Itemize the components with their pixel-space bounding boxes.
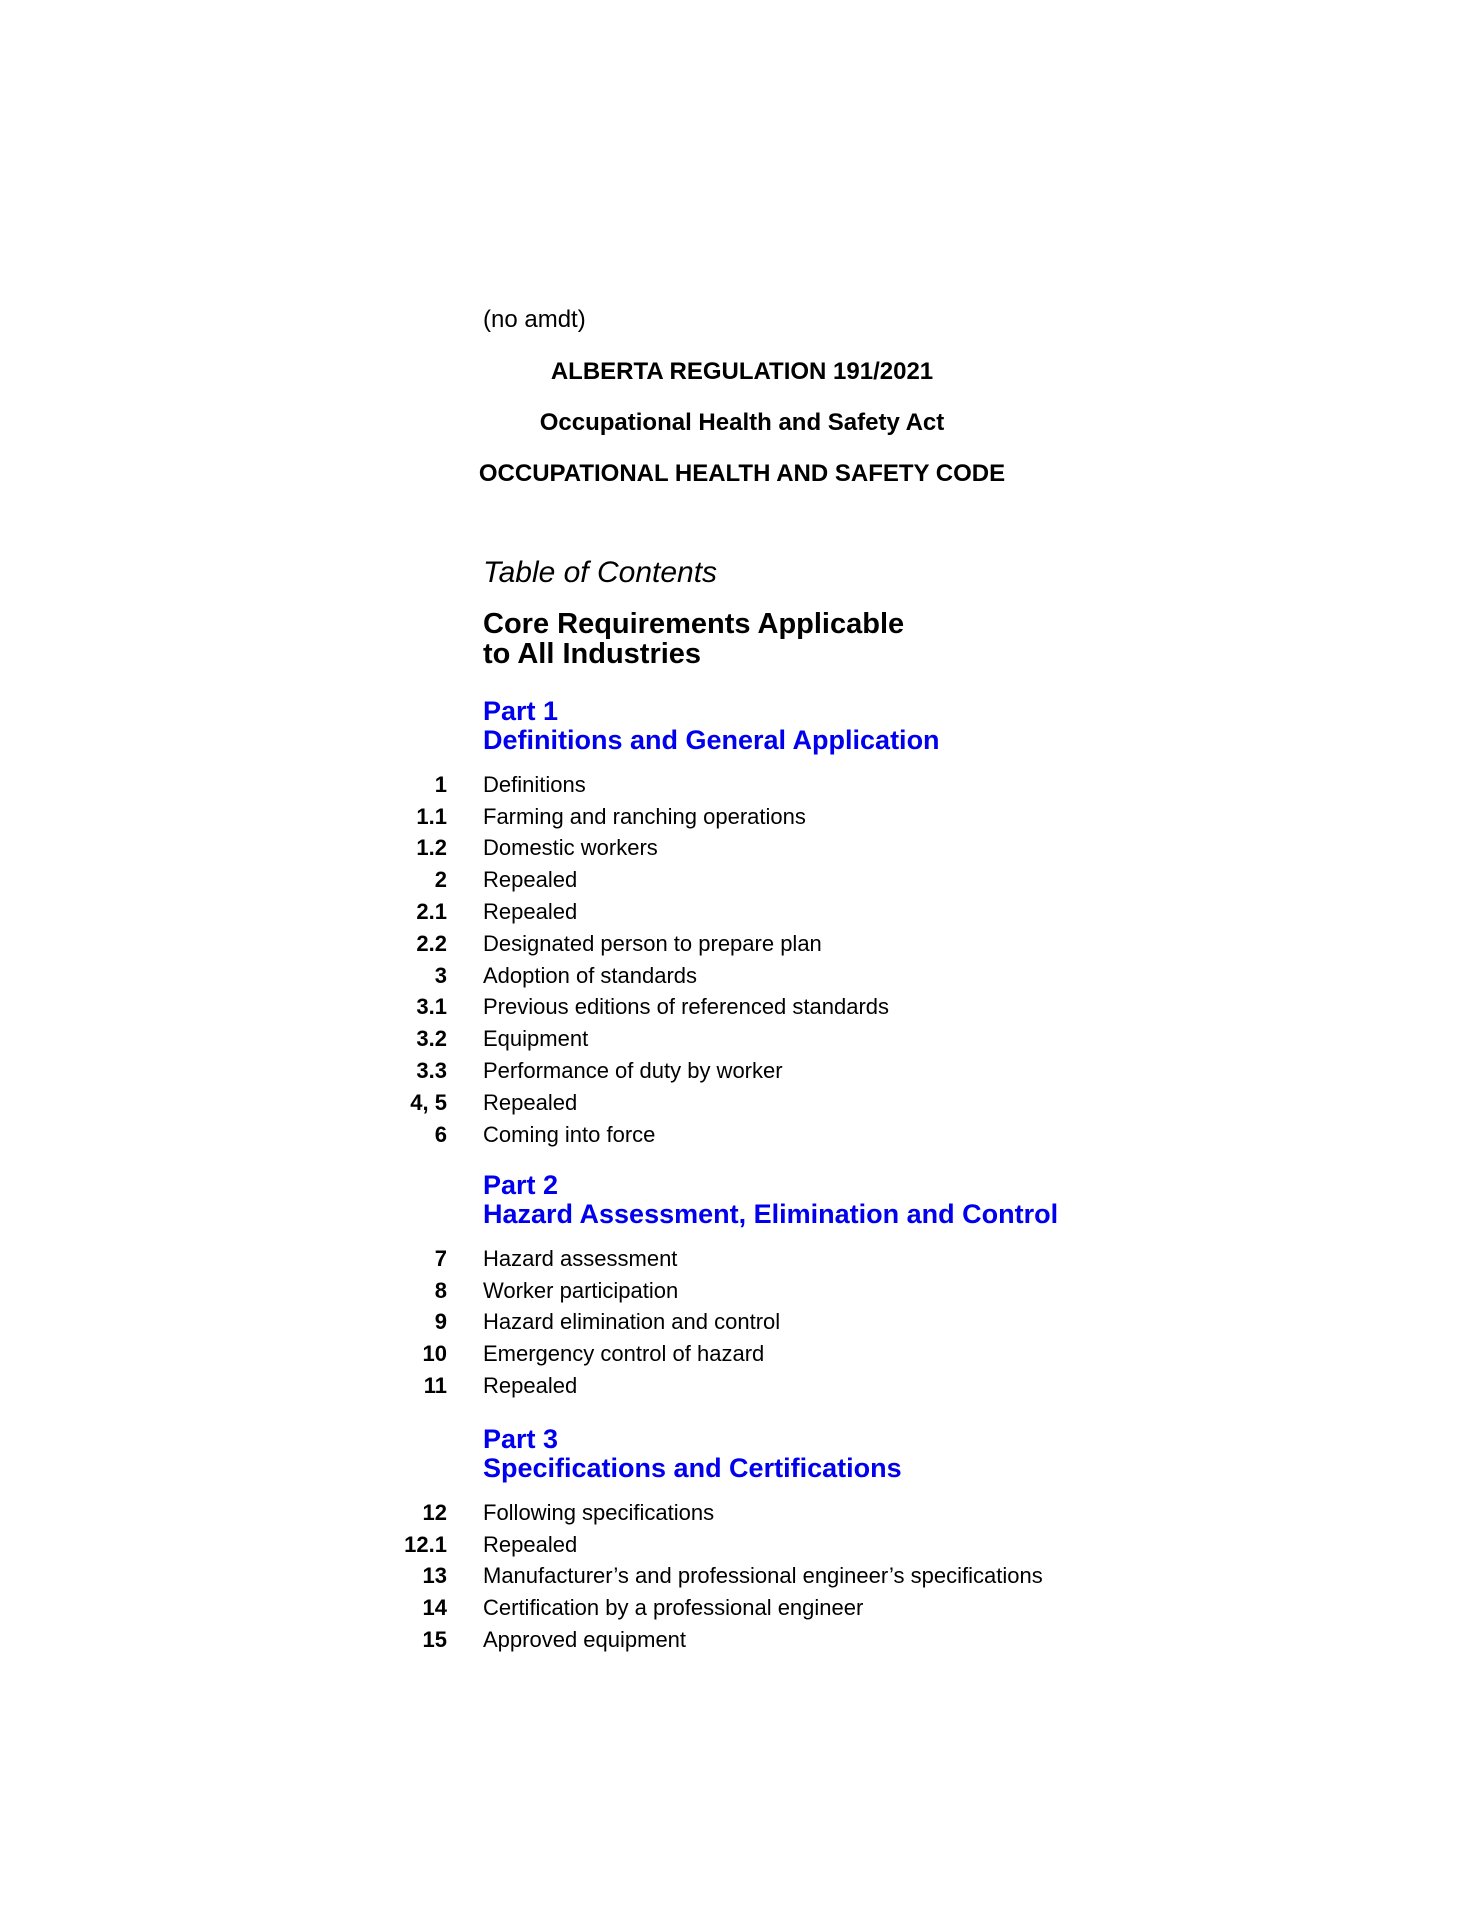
section-title: Following specifications (483, 1499, 715, 1525)
section-title: Performance of duty by worker (483, 1058, 783, 1084)
toc-part-1 (0, 697, 1484, 1151)
section-title: Repealed (483, 1531, 578, 1557)
section-title: Repealed (483, 867, 578, 893)
part-title[interactable]: Definitions and General Application (483, 725, 940, 755)
toc-row (0, 1119, 1484, 1151)
section-number: 1.2 (416, 835, 447, 861)
section-number: 14 (422, 1595, 447, 1621)
section-number: 9 (434, 1309, 447, 1335)
part-heading[interactable] (483, 1425, 1484, 1483)
section-number: 2.1 (416, 899, 447, 925)
section-number: 12 (422, 1499, 447, 1525)
toc-row (0, 1592, 1484, 1624)
section-number: 1 (434, 771, 447, 797)
division-title (483, 609, 1083, 669)
section-title: Worker participation (483, 1277, 679, 1303)
section-title: Definitions (483, 771, 586, 797)
section-number: 2.2 (416, 930, 447, 956)
section-number: 1.1 (416, 803, 447, 829)
part-label[interactable]: Part 3 (483, 1424, 559, 1454)
part-heading[interactable] (483, 1171, 1484, 1229)
toc-row (0, 1561, 1484, 1593)
section-title: Manufacturer’s and professional engineer’s specifications (483, 1563, 1043, 1589)
toc-row (0, 833, 1484, 865)
section-number: 10 (422, 1341, 447, 1367)
section-number: 2 (434, 867, 447, 893)
toc-row (0, 896, 1484, 928)
section-title: Adoption of standards (483, 962, 698, 988)
section-title: Repealed (483, 1373, 578, 1399)
section-number: 12.1 (404, 1531, 447, 1557)
act-name: Occupational Health and Safety Act (539, 409, 945, 436)
section-list (0, 769, 1484, 1151)
part-label[interactable]: Part 1 (483, 696, 559, 726)
section-title: Repealed (483, 1089, 578, 1115)
section-number: 7 (434, 1245, 447, 1271)
section-number: 3.3 (416, 1058, 447, 1084)
section-number: 3.2 (416, 1026, 447, 1052)
section-title: Farming and ranching operations (483, 803, 806, 829)
section-title: Designated person to prepare plan (483, 930, 822, 956)
toc-row (0, 1023, 1484, 1055)
toc-row (0, 1087, 1484, 1119)
division-title-line: Core Requirements Applicable (483, 608, 905, 640)
section-title: Approved equipment (483, 1627, 687, 1653)
section-number: 3 (434, 962, 447, 988)
toc-row (0, 1497, 1484, 1529)
section-number: 8 (434, 1277, 447, 1303)
toc-part-3 (0, 1425, 1484, 1656)
toc-row (0, 928, 1484, 960)
section-title: Certification by a professional engineer (483, 1595, 864, 1621)
part-label[interactable]: Part 2 (483, 1170, 559, 1200)
part-title[interactable]: Hazard Assessment, Elimination and Control (483, 1199, 1059, 1229)
section-title: Emergency control of hazard (483, 1341, 765, 1367)
section-number: 6 (434, 1121, 447, 1147)
toc-row (0, 992, 1484, 1024)
section-list (0, 1243, 1484, 1402)
section-number: 11 (423, 1373, 447, 1399)
section-number: 4, 5 (410, 1089, 447, 1115)
amendment-note: (no amdt) (483, 306, 586, 333)
toc-row (0, 1307, 1484, 1339)
section-number: 15 (422, 1627, 447, 1653)
section-title: Hazard elimination and control (483, 1309, 781, 1335)
toc-row (0, 1055, 1484, 1087)
toc-row (0, 801, 1484, 833)
section-number: 3.1 (416, 994, 447, 1020)
section-title: Domestic workers (483, 835, 658, 861)
section-title: Equipment (483, 1026, 589, 1052)
section-number: 13 (422, 1563, 447, 1589)
regulation-number: ALBERTA REGULATION 191/2021 (550, 358, 934, 385)
toc-row (0, 864, 1484, 896)
toc-row (0, 1243, 1484, 1275)
toc-row (0, 960, 1484, 992)
toc-row (0, 1624, 1484, 1656)
section-title: Hazard assessment (483, 1245, 678, 1271)
section-title: Coming into force (483, 1121, 656, 1147)
section-title: Previous editions of referenced standards (483, 994, 890, 1020)
toc-part-2 (0, 1171, 1484, 1402)
part-heading[interactable] (483, 697, 1484, 755)
toc-row (0, 1529, 1484, 1561)
toc-title: Table of Contents (483, 556, 718, 589)
part-title[interactable]: Specifications and Certifications (483, 1453, 902, 1483)
toc-row (0, 1275, 1484, 1307)
section-title: Repealed (483, 899, 578, 925)
toc-row (0, 769, 1484, 801)
section-list (0, 1497, 1484, 1656)
toc-row (0, 1338, 1484, 1370)
toc-row (0, 1370, 1484, 1402)
code-name: OCCUPATIONAL HEALTH AND SAFETY CODE (478, 460, 1006, 487)
division-title-line: to All Industries (483, 638, 702, 670)
